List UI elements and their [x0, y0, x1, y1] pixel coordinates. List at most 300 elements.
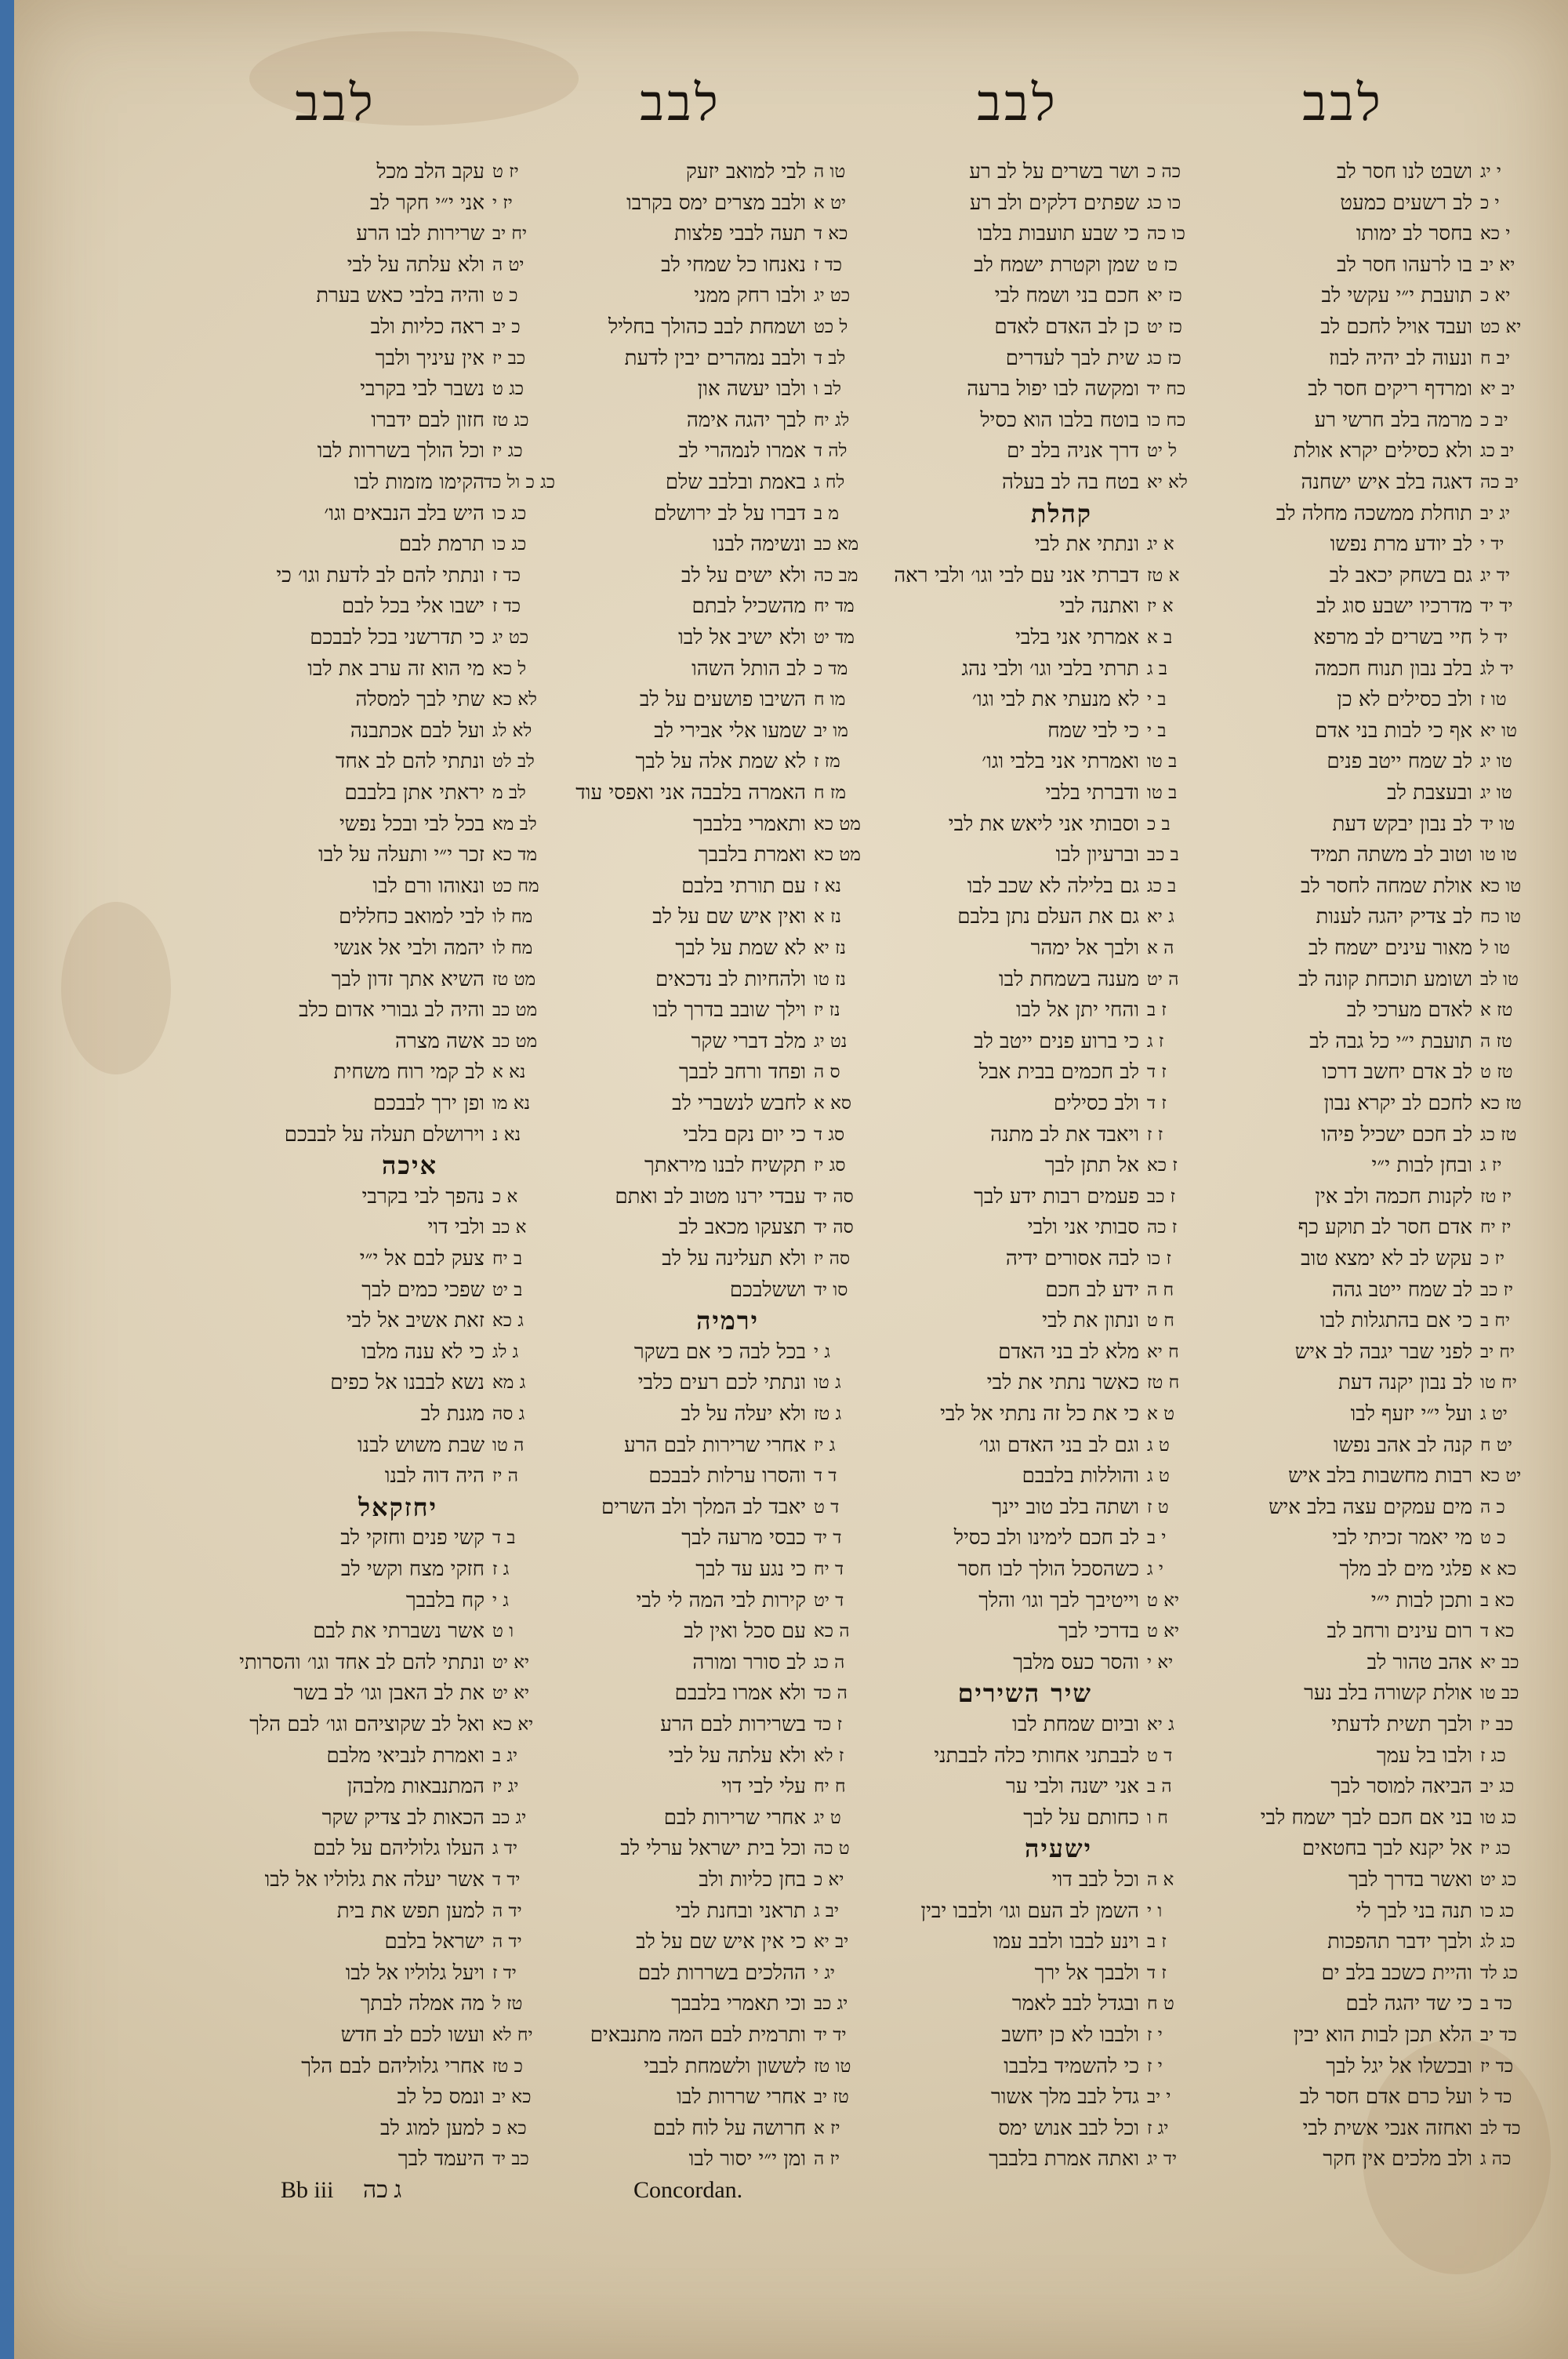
- entry-text: והחי יתן אל לבו: [1015, 998, 1139, 1023]
- entry-reference: יח יב: [1480, 1341, 1515, 1362]
- entry-reference: יד ג: [492, 1838, 517, 1859]
- entry-text: אל תתן לבך: [1044, 1154, 1139, 1178]
- concordance-entry: [532, 2144, 877, 2175]
- concordance-entry: [1198, 965, 1543, 995]
- entry-text: היעמד לבך: [397, 2147, 485, 2172]
- entry-reference: מב כה: [814, 565, 858, 586]
- entry-text: ומקשה לבו יפול ברעה: [967, 377, 1139, 402]
- entry-reference: ג לג: [492, 1341, 519, 1362]
- concordance-entry: [532, 1182, 877, 1212]
- entry-reference: כח כו: [1147, 409, 1186, 431]
- entry-reference: יד ד: [492, 1870, 521, 1890]
- entry-reference: ב כג: [1147, 875, 1177, 896]
- entry-text: עקש לב לא ימצא טוב: [1301, 1247, 1472, 1270]
- concordance-entry: [1198, 1523, 1543, 1554]
- entry-reference: טז ה: [1480, 1030, 1512, 1052]
- entry-text: מדרכיו ישבע סוג לב: [1316, 594, 1472, 619]
- entry-reference: ז ג: [1147, 1030, 1164, 1052]
- concordance-entry: [865, 1710, 1210, 1740]
- concordance-entry: [210, 1927, 555, 1957]
- concordance-entry: [1198, 561, 1543, 591]
- entry-reference: כג ז: [1480, 1745, 1506, 1766]
- entry-text: שיר השירים: [957, 1678, 1092, 1709]
- concordance-entry: [532, 1958, 877, 1989]
- entry-reference: מח לו: [492, 907, 533, 928]
- concordance-entry: [865, 1461, 1210, 1492]
- entry-reference: מ ב: [814, 503, 840, 524]
- entry-text: ונמס כל לב: [397, 2085, 485, 2110]
- entry-reference: ג ז: [492, 1559, 510, 1579]
- entry-text: בחסר לב ימותו: [1356, 222, 1472, 246]
- entry-text: תוחלת ממשכה מחלה לב: [1276, 501, 1472, 525]
- concordance-entry: [532, 685, 877, 715]
- entry-reference: ס ה: [814, 1062, 840, 1083]
- entry-reference: לב מא: [492, 813, 537, 834]
- entry-text: לב חכמים בבית אבל: [978, 1060, 1139, 1085]
- entry-reference: יז ה: [814, 2149, 840, 2170]
- entry-reference: ה יז: [492, 1466, 518, 1487]
- entry-reference: נט יג: [814, 1030, 848, 1052]
- concordance-entry: [865, 1399, 1210, 1430]
- concordance-entry: [532, 1523, 877, 1554]
- concordance-entry: [210, 933, 555, 964]
- concordance-entry: [532, 219, 877, 249]
- concordance-entry: [865, 467, 1210, 498]
- entry-reference: יח ב: [1480, 1310, 1511, 1332]
- entry-text: מלב דברי שקר: [691, 1029, 806, 1053]
- entry-text: כי ברוע פנים ייטב לב: [974, 1029, 1139, 1053]
- concordance-entry: [1198, 1865, 1543, 1896]
- concordance-entry: [532, 2052, 877, 2082]
- entry-reference: ח יא: [1147, 1341, 1179, 1362]
- concordance-entry: [210, 529, 555, 560]
- entry-text: שית לבך לעדרים: [1005, 346, 1139, 370]
- entry-reference: יח יב: [492, 224, 528, 245]
- entry-text: והסר כעס מלבך: [1013, 1650, 1139, 1674]
- entry-reference: יא ט: [1147, 1590, 1180, 1611]
- entry-reference: יב יא: [1480, 379, 1515, 400]
- entry-reference: כא א: [1480, 1559, 1517, 1579]
- entry-text: בלב נבון תנוח חכמה: [1314, 656, 1472, 681]
- entry-text: לב קמי רוח משחית: [333, 1060, 485, 1085]
- entry-reference: כג טז: [492, 409, 529, 431]
- entry-text: ונאוהו ורם לבו: [372, 874, 485, 898]
- entry-text: השיא אתך זדון לבך: [331, 967, 485, 991]
- entry-reference: יט ה: [492, 254, 524, 275]
- entry-reference: טו כא: [1480, 875, 1522, 896]
- entry-reference: נז יא: [814, 938, 847, 958]
- entry-text: לששון ולשמחת לבבי: [644, 2054, 806, 2078]
- concordance-entry: [865, 1244, 1210, 1274]
- concordance-entry: [532, 312, 877, 343]
- entry-text: ירמיה: [696, 1306, 759, 1336]
- entry-reference: לח ג: [814, 472, 845, 493]
- concordance-entry: [210, 1958, 555, 1989]
- entry-reference: כט יג: [814, 285, 851, 307]
- concordance-entry: [865, 965, 1210, 995]
- entry-reference: כ ט: [492, 285, 518, 307]
- concordance-entry: [865, 1368, 1210, 1398]
- entry-reference: ז ב: [1147, 1000, 1167, 1021]
- entry-text: שמעו אלי אבירי לב: [654, 718, 806, 743]
- concordance-entry: [532, 965, 877, 995]
- entry-reference: לב לט: [492, 751, 535, 772]
- concordance-entry: [865, 374, 1210, 405]
- entry-text: אף כי לבות בני אדם: [1315, 718, 1472, 743]
- concordance-entry: [532, 499, 877, 529]
- entry-reference: י כא: [1480, 224, 1511, 245]
- concordance-entry: [532, 157, 877, 187]
- entry-text: כי יום נקם בלבי: [683, 1122, 806, 1147]
- entry-reference: טו יד: [1480, 813, 1515, 834]
- entry-reference: לב מ: [492, 783, 526, 803]
- entry-reference: טז ט: [1480, 1062, 1513, 1083]
- entry-text: דברו על לב ירושלם: [654, 501, 806, 525]
- entry-text: ולבך ידבר תהפכות: [1327, 1930, 1472, 1954]
- concordance-entry: [532, 1057, 877, 1088]
- concordance-entry: [1198, 995, 1543, 1026]
- entry-text: למען תפש את בית: [336, 1899, 485, 1923]
- entry-reference: מט טז: [492, 969, 536, 990]
- entry-reference: סה יז: [814, 1249, 851, 1269]
- concordance-entry: [532, 2082, 877, 2113]
- entry-text: ועל לבם אכתבנה: [350, 718, 485, 743]
- entry-reference: ט יג: [814, 1807, 841, 1828]
- entry-reference: ב א: [1147, 627, 1173, 648]
- concordance-entry: [210, 499, 555, 529]
- entry-reference: כד לב: [1480, 2117, 1521, 2139]
- concordance-entry: [210, 840, 555, 871]
- entry-reference: כ יב: [492, 317, 521, 337]
- entry-reference: ח ט: [1147, 1310, 1174, 1332]
- entry-text: נשבר לבי בקרבי: [360, 377, 485, 402]
- entry-reference: כג כו: [492, 534, 527, 555]
- entry-reference: יב כה: [1480, 472, 1519, 493]
- concordance-entry: [210, 591, 555, 622]
- entry-reference: סו יד: [814, 1279, 848, 1300]
- entry-text: מים עמקים עצה בלב איש: [1269, 1495, 1472, 1519]
- entry-reference: ג יא: [1147, 907, 1174, 928]
- entry-text: קהלת: [1030, 498, 1092, 529]
- concordance-entry: [532, 2114, 877, 2144]
- concordance-entry: [865, 281, 1210, 311]
- concordance-entry: [865, 1958, 1210, 1989]
- entry-text: ובעצבת לב: [1387, 781, 1472, 805]
- entry-reference: מא כב: [814, 534, 859, 555]
- entry-reference: כג יז: [492, 441, 523, 462]
- concordance-entry: [210, 685, 555, 715]
- concordance-entry: [532, 716, 877, 747]
- entry-reference: יט ח: [1480, 1434, 1512, 1456]
- concordance-entry: [532, 1741, 877, 1772]
- entry-reference: נז א: [814, 907, 842, 928]
- entry-reference: טו ל: [1480, 938, 1510, 958]
- concordance-entry: [532, 1710, 877, 1740]
- entry-reference: י ז: [1147, 2025, 1163, 2045]
- concordance-entry: [532, 1648, 877, 1678]
- concordance-entry: [532, 436, 877, 467]
- entry-reference: טו טו: [1480, 845, 1517, 866]
- entry-text: לב צדיק יהגה לענות: [1316, 905, 1472, 929]
- entry-text: בכל לבי ובכל נפשי: [339, 812, 485, 836]
- entry-text: לבך יהגה אימה: [686, 408, 806, 432]
- entry-reference: נא נ: [492, 1124, 521, 1145]
- entry-reference: יט כא: [1480, 1466, 1522, 1487]
- entry-text: דאגה בלב איש ישחנה: [1301, 471, 1472, 494]
- concordance-entry: [210, 2020, 555, 2051]
- entry-text: אני ישנה ולבי ער: [1006, 1775, 1139, 1799]
- entry-text: עם סכל ואין לב: [684, 1619, 806, 1644]
- concordance-entry: [865, 1182, 1210, 1212]
- concordance-entry: [865, 1492, 1210, 1523]
- entry-reference: יב כג: [1480, 441, 1515, 462]
- concordance-entry: [210, 188, 555, 219]
- entry-text: וגם לב בני האדם וגו׳: [978, 1433, 1139, 1457]
- concordance-entry: [865, 778, 1210, 809]
- entry-text: ולבו בל עמך: [1376, 1743, 1472, 1768]
- entry-text: לפני שבר יגבה לב איש: [1294, 1339, 1472, 1364]
- concordance-entry: [532, 250, 877, 281]
- entry-text: חזון לבם ידברו: [371, 408, 485, 432]
- concordance-entry: [865, 1150, 1210, 1181]
- concordance-entry: [865, 1741, 1210, 1772]
- entry-reference: כב יז: [1480, 1714, 1514, 1735]
- entry-reference: א כ: [492, 1186, 518, 1207]
- entry-text: תרמת לבם: [398, 533, 485, 557]
- concordance-entry: [865, 1616, 1210, 1647]
- concordance-entry: [210, 157, 555, 187]
- entry-reference: י יג: [1480, 162, 1501, 182]
- concordance-entry: [865, 1989, 1210, 2019]
- entry-text: אולת קשורה בלב נער: [1304, 1681, 1472, 1706]
- concordance-entry: [210, 1710, 555, 1740]
- entry-text: כשהסכל הולך לבו חסר: [957, 1558, 1139, 1581]
- signature-text: Bb iii: [281, 2177, 334, 2203]
- entry-text: ישראל בלבם: [384, 1930, 485, 1954]
- entry-text: ישבו אלי בכל לבם: [341, 594, 485, 619]
- concordance-entry: [1198, 1896, 1543, 1927]
- concordance-entry: [532, 933, 877, 964]
- concordance-entry: [1198, 1182, 1543, 1212]
- concordance-entry: [1198, 2144, 1543, 2175]
- concordance-entry: [210, 623, 555, 653]
- concordance-entry: [865, 2020, 1210, 2051]
- entry-text: ותכן לבות י״י: [1370, 1588, 1472, 1612]
- entry-text: חרושה על לוח לבם: [653, 2116, 806, 2140]
- concordance-entry: [210, 965, 555, 995]
- entry-reference: ד ט: [1147, 1745, 1173, 1766]
- concordance-entry: [210, 1120, 555, 1150]
- concordance-entry: [1198, 1927, 1543, 1957]
- entry-text: שפכי כמים לבך: [361, 1278, 485, 1302]
- entry-text: ולבבו לא כן יחשב: [1001, 2023, 1139, 2047]
- entry-text: הלא תכן לבות הוא יבין: [1293, 2023, 1472, 2047]
- entry-text: וירושלם תעלה על לבבכם: [284, 1122, 485, 1147]
- entry-reference: יא ט: [1147, 1621, 1180, 1642]
- entry-reference: ו י: [1147, 1900, 1163, 1921]
- concordance-entry: [865, 1523, 1210, 1554]
- entry-reference: כ טז: [492, 2055, 523, 2077]
- concordance-entry: [532, 1896, 877, 1927]
- concordance-entry: [532, 1865, 877, 1896]
- entry-reference: ב כ: [1147, 813, 1171, 834]
- concordance-entry: [532, 1772, 877, 1802]
- entry-reference: לא יא: [1147, 472, 1188, 493]
- concordance-entry: [532, 1244, 877, 1274]
- entry-text: מה אמלה לבתך: [360, 1992, 485, 2016]
- entry-reference: יד י: [1480, 534, 1504, 555]
- entry-reference: ז כב: [1147, 1186, 1176, 1207]
- entry-text: כי אין איש שם על לב: [636, 1930, 806, 1954]
- entry-text: יראתי אתן בלבבם: [344, 781, 485, 805]
- concordance-entry: [532, 1678, 877, 1709]
- entry-text: כבסי מרעה לבך: [681, 1526, 806, 1550]
- entry-text: ולהחיות לב נדכאים: [655, 967, 806, 991]
- entry-reference: ז ד: [1147, 1062, 1167, 1083]
- concordance-entry: [1198, 1710, 1543, 1740]
- entry-reference: כג יט: [1480, 1870, 1517, 1890]
- book-heading: [865, 499, 1210, 529]
- entry-reference: טו יג: [1480, 783, 1512, 803]
- entry-reference: ט ח: [1147, 1994, 1174, 2015]
- entry-reference: כג יב: [1480, 1776, 1515, 1797]
- entry-text: בו לרעהו חסר לב: [1337, 253, 1472, 277]
- concordance-entry: [865, 809, 1210, 840]
- entry-text: בחן כליות ולב: [699, 1868, 806, 1892]
- concordance-entry: [210, 219, 555, 249]
- entry-reference: כז יט: [1147, 317, 1182, 337]
- concordance-entry: [1198, 1554, 1543, 1585]
- entry-reference: א יז: [1147, 596, 1174, 617]
- entry-text: את לב האבן וגו׳ לב בשר: [293, 1681, 485, 1706]
- concordance-entry: [532, 591, 877, 622]
- entry-text: ונעוה לב יהיה לבוז: [1328, 346, 1472, 370]
- entry-reference: כג כו: [1480, 1900, 1515, 1921]
- concordance-entry: [1198, 1120, 1543, 1150]
- entry-reference: ה כד: [814, 1683, 848, 1704]
- concordance-entry: [865, 343, 1210, 374]
- entry-text: כי את כל זה נתתי אל לבי: [940, 1402, 1139, 1426]
- concordance-entry: [210, 1772, 555, 1802]
- concordance-entry: [210, 1212, 555, 1243]
- entry-text: וטוב לב משתה תמיד: [1310, 843, 1472, 867]
- entry-reference: כג כ ול כד: [484, 472, 555, 493]
- running-head-col2: לבב: [977, 75, 1058, 133]
- entry-text: עם תורתי בלבם: [681, 874, 806, 898]
- concordance-entry: [210, 312, 555, 343]
- entry-text: ולבו יעשה און: [697, 377, 806, 402]
- entry-reference: ז ד: [1147, 1093, 1167, 1114]
- entry-reference: ב טו: [1147, 751, 1178, 772]
- entry-reference: כא ד: [1480, 1621, 1515, 1642]
- entry-text: גדל לבב מלך אשור: [990, 2085, 1139, 2110]
- entry-text: רום עינים ורחב לב: [1327, 1619, 1472, 1644]
- concordance-entry: [1198, 1741, 1543, 1772]
- concordance-entry: [1198, 1834, 1543, 1864]
- concordance-entry: [865, 1772, 1210, 1802]
- concordance-entry: [865, 1275, 1210, 1306]
- entry-reference: מד כא: [492, 845, 538, 866]
- concordance-entry: [865, 716, 1210, 747]
- entry-text: בשרירות לבם הרע: [660, 1713, 806, 1736]
- concordance-entry: [1198, 312, 1543, 343]
- concordance-entry: [210, 1554, 555, 1585]
- entry-reference: ב י: [1147, 720, 1167, 741]
- entry-reference: ט ז: [1147, 1496, 1169, 1518]
- entry-reference: יד ה: [492, 1932, 522, 1953]
- concordance-entry: [532, 1150, 877, 1181]
- entry-reference: יח טו: [1480, 1372, 1517, 1394]
- entry-reference: יא יט: [492, 1683, 530, 1704]
- entry-text: הקימו מזמות לבו: [354, 471, 485, 494]
- entry-text: יחזקאל: [358, 1492, 437, 1522]
- entry-reference: ו ט: [492, 1621, 514, 1642]
- entry-reference: כד יז: [1480, 2055, 1514, 2077]
- entry-text: קשי פנים וחזקי לב: [340, 1526, 485, 1550]
- entry-text: בוטח בלבו הוא כסיל: [980, 408, 1139, 432]
- concordance-entry: [210, 1275, 555, 1306]
- concordance-entry: [1198, 219, 1543, 249]
- concordance-entry: [1198, 1027, 1543, 1057]
- entry-text: ההלכים בשררות לבם: [637, 1961, 806, 1985]
- entry-text: צעק לבם אל י״י: [359, 1247, 485, 1270]
- book-heading: [210, 1150, 555, 1181]
- entry-text: אמרתי אני בלבי: [1015, 626, 1139, 649]
- entry-reference: כג לג: [1480, 1932, 1515, 1953]
- entry-text: אל יקנא לבך בחטאים: [1301, 1837, 1472, 1861]
- entry-reference: מט כב: [492, 1030, 538, 1052]
- entry-reference: טז כא: [1480, 1093, 1522, 1114]
- entry-text: תועבת י״י כל גבה לב: [1309, 1029, 1472, 1053]
- entry-reference: יג כב: [492, 1807, 527, 1828]
- concordance-entry: [532, 405, 877, 436]
- concordance-entry: [865, 1927, 1210, 1957]
- entry-text: ולב כסילים לא כן: [1337, 688, 1472, 712]
- entry-text: כחותם על לבך: [1023, 1805, 1139, 1830]
- concordance-entry: [532, 902, 877, 932]
- entry-reference: כד ז: [492, 596, 521, 617]
- entry-reference: לב ו: [814, 379, 842, 400]
- concordance-entry: [210, 343, 555, 374]
- entry-text: כי לא ענה מלבו: [361, 1339, 485, 1364]
- entry-text: לבי למואב כחללים: [339, 905, 485, 929]
- concordance-entry: [1198, 1648, 1543, 1678]
- entry-text: לחבש לנשברי לב: [672, 1092, 806, 1115]
- concordance-entry: [1198, 1399, 1543, 1430]
- entry-text: הביאה למוסר לבך: [1330, 1775, 1472, 1799]
- concordance-entry: [210, 2052, 555, 2082]
- entry-text: ושמחת לבב כהולך בחליל: [608, 315, 806, 339]
- entry-text: וכל לבב אנוש ימס: [998, 2116, 1139, 2140]
- entry-text: עבדי ירנו מטוב לב ואתם: [615, 1184, 806, 1209]
- entry-reference: טו ז: [1480, 689, 1507, 711]
- entry-reference: יז טז: [1480, 1186, 1512, 1207]
- entry-text: לב נבון יבקש דעת: [1332, 812, 1472, 836]
- entry-reference: כא יב: [492, 2087, 532, 2108]
- entry-text: עקב הלב מכל: [376, 160, 485, 184]
- entry-text: ולב מלכים אין חקר: [1323, 2147, 1472, 2172]
- entry-text: אשר נשברתי את לבם: [313, 1619, 485, 1644]
- entry-text: כי תדרשני בכל לבבכם: [310, 626, 485, 649]
- entry-text: ידע לב חכם: [1045, 1278, 1139, 1302]
- entry-text: והסרו ערלות לבבכם: [648, 1464, 806, 1488]
- entry-reference: ב כב: [1147, 845, 1179, 866]
- entry-text: גם בלילה לא שכב לבו: [967, 874, 1139, 898]
- concordance-entry: [1198, 188, 1543, 219]
- entry-reference: טו יג: [1480, 751, 1512, 772]
- entry-reference: כג כו: [492, 503, 527, 524]
- entry-text: וברעיון לבו: [1055, 843, 1139, 867]
